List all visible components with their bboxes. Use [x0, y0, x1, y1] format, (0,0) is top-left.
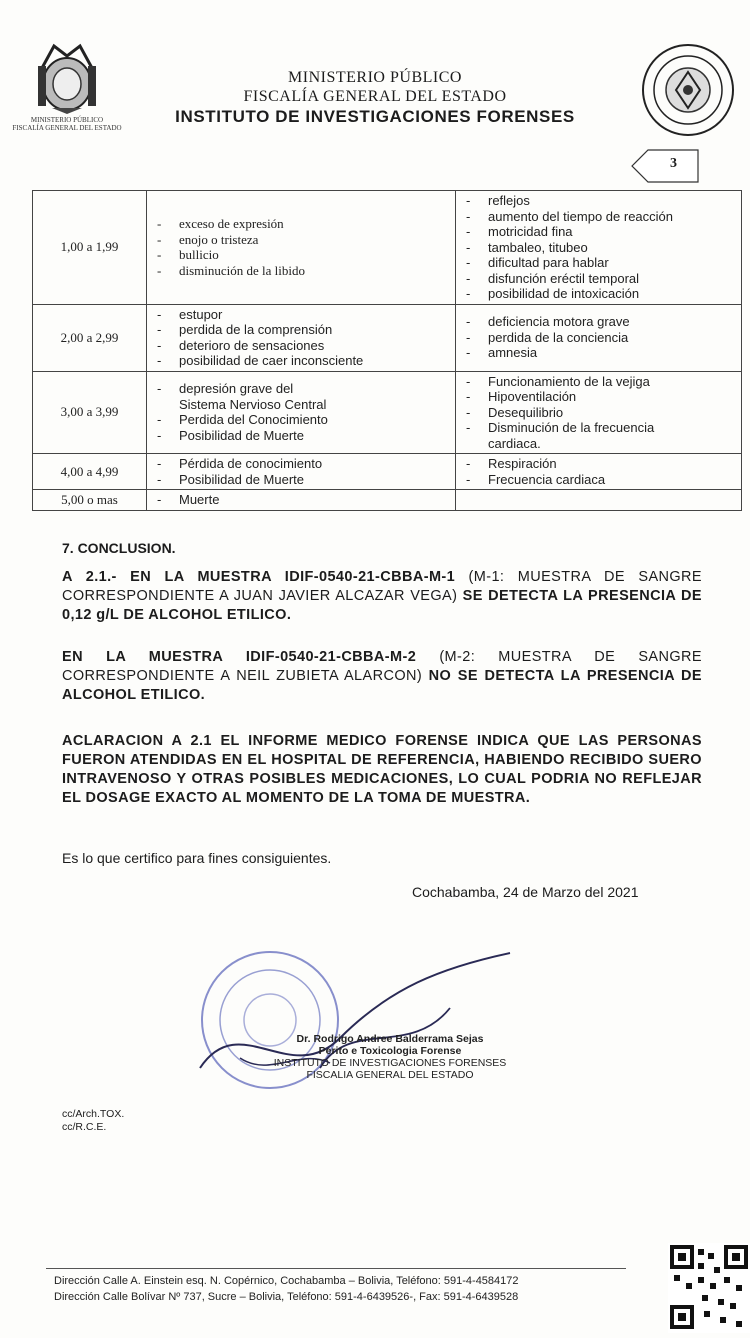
symptoms-cell — [456, 191, 742, 305]
table-row — [33, 490, 742, 511]
table-row — [33, 304, 742, 371]
list-item: - enojo o tristeza — [151, 232, 451, 248]
list-item: - disminución de la libido — [151, 263, 451, 279]
symptoms-cell — [456, 304, 742, 371]
list-item: - Funcionamiento de la vejiga — [460, 374, 737, 390]
qr-code-icon — [668, 1243, 750, 1333]
list-item: - motricidad fina — [460, 224, 737, 240]
list-item: - exceso de expresión — [151, 216, 451, 232]
cc-rce: cc/R.C.E. — [62, 1121, 107, 1133]
range-cell: 2,00 a 2,99 — [33, 304, 147, 371]
signature-block — [240, 1033, 540, 1081]
effects-cell — [147, 490, 456, 511]
footer-divider — [46, 1268, 626, 1269]
left-logo-caption-2: FISCALÍA GENERAL DEL ESTADO — [12, 124, 122, 132]
list-item: - deterioro de sensaciones — [151, 338, 451, 354]
list-item: - bullicio — [151, 247, 451, 263]
list-item: - Posibilidad de Muerte — [151, 428, 451, 444]
range-cell: 4,00 a 4,99 — [33, 454, 147, 490]
header-ministry: MINISTERIO PÚBLICO — [288, 69, 462, 86]
left-logo-caption-1: MINISTERIO PÚBLICO — [30, 116, 104, 124]
list-item: - depresión grave del Sistema Nervioso Central — [151, 381, 451, 412]
header-fiscalia: FISCALÍA GENERAL DEL ESTADO — [243, 88, 507, 105]
sample-2-result: NO SE DETECTA LA PRESENCIA DE ALCOHOL ETILICO. — [62, 668, 702, 703]
header-institute: INSTITUTO DE INVESTIGACIONES FORENSES — [175, 107, 575, 126]
signer-fiscalia: FISCALIA GENERAL DEL ESTADO — [306, 1069, 474, 1081]
conclusion-paragraph-1 — [62, 568, 702, 625]
sample-1-desc: (M-1: MUESTRA DE SANGRE CORRESPONDIENTE A JUAN JAVIER ALCAZAR VEGA) — [62, 569, 703, 604]
document-header — [150, 68, 600, 128]
symptoms-cell — [456, 371, 742, 454]
qr-code — [668, 1243, 750, 1333]
list-item: - perdida de la conciencia — [460, 330, 737, 346]
list-item: - reflejos — [460, 193, 737, 209]
list-item: - Respiración — [460, 456, 737, 472]
clarification-paragraph: ACLARACION A 2.1 EL INFORME MEDICO FORENSE INDICA QUE LAS PERSONAS FUERON ATENDIDAS EN EL HOSPITAL DE REFERENCIA, HABIENDO RECIBIDO SUERO INTRAVENOSO Y OTRAS POSIBLES MEDICACIONES, LO CUAL PODRIA NO REFLEJAR EL DOSAGE EXACTO AL MOMENTO DE LA TOMA DE MUESTRA. — [62, 733, 702, 806]
sample-2-id: EN LA MUESTRA IDIF-0540-21-CBBA-M-2 — [62, 649, 440, 665]
cc-archive: cc/Arch.TOX. — [62, 1108, 125, 1120]
coat-of-arms-logo — [8, 38, 126, 132]
list-item: - posibilidad de caer inconsciente — [151, 353, 451, 369]
arrow-tag-icon — [630, 148, 700, 184]
list-item: - dificultad para hablar — [460, 255, 737, 271]
range-cell: 3,00 a 3,99 — [33, 371, 147, 454]
list-item: - posibilidad de intoxicación — [460, 286, 737, 302]
certify-text: Es lo que certifico para fines consiguientes. — [62, 850, 332, 866]
sample-2-desc: (M-2: MUESTRA DE SANGRE CORRESPONDIENTE A NEIL ZUBIETA ALARCON) — [62, 649, 702, 684]
list-item: - perdida de la comprensión — [151, 322, 451, 338]
table-row — [33, 371, 742, 454]
signer-institute: INSTITUTO DE INVESTIGACIONES FORENSES — [273, 1057, 507, 1069]
sample-1-result: SE DETECTA LA PRESENCIA DE 0,12 g/L DE ALCOHOL ETILICO. — [62, 588, 702, 623]
sample-1-id: A 2.1.- EN LA MUESTRA IDIF-0540-21-CBBA-M-1 — [62, 569, 469, 585]
effects-cell — [147, 454, 456, 490]
list-item: - Disminución de la frecuencia cardiaca. — [460, 420, 737, 451]
signer-name: Dr. Rodrigo Andree Balderrama Sejas — [296, 1033, 484, 1045]
list-item: - amnesia — [460, 345, 737, 361]
table-row — [33, 454, 742, 490]
institute-seal — [640, 42, 736, 143]
conclusion-heading: 7. CONCLUSION. — [62, 540, 176, 556]
list-item: - Muerte — [151, 492, 451, 508]
footer-address-1: Dirección Calle A. Einstein esq. N. Copérnico, Cochabamba – Bolivia, Teléfono: 591-4-4584172 — [54, 1275, 519, 1287]
range-cell: 5,00 o mas — [33, 490, 147, 511]
list-item: - Desequilibrio — [460, 405, 737, 421]
list-item: - estupor — [151, 307, 451, 323]
list-item: - Frecuencia cardiaca — [460, 472, 737, 488]
page-number: 3 — [670, 156, 677, 171]
footer-address-2: Dirección Calle Bolívar Nº 737, Sucre – Bolivia, Teléfono: 591-4-6439526-, Fax: 591-4-6439528 — [54, 1291, 519, 1303]
signer-role: Perito e Toxicologia Forense — [318, 1045, 462, 1057]
range-cell: 1,00 a 1,99 — [33, 191, 147, 305]
list-item: - Pérdida de conocimiento — [151, 456, 451, 472]
table-row — [33, 191, 742, 305]
seal-icon — [640, 42, 736, 138]
list-item: - deficiencia motora grave — [460, 314, 737, 330]
effects-cell — [147, 371, 456, 454]
list-item: - aumento del tiempo de reacción — [460, 209, 737, 225]
effects-cell — [147, 304, 456, 371]
conclusion-paragraph-2 — [62, 648, 702, 705]
alcohol-effects-table — [32, 190, 742, 511]
coat-of-arms-icon — [32, 38, 102, 116]
page-number-tag — [630, 148, 700, 184]
list-item: - tambaleo, titubeo — [460, 240, 737, 256]
list-item: - disfunción eréctil temporal — [460, 271, 737, 287]
date-line: Cochabamba, 24 de Marzo del 2021 — [412, 884, 639, 900]
symptoms-cell — [456, 490, 742, 511]
list-item: - Hipoventilación — [460, 389, 737, 405]
symptoms-cell — [456, 454, 742, 490]
effects-cell — [147, 191, 456, 305]
list-item: - Posibilidad de Muerte — [151, 472, 451, 488]
list-item: - Perdida del Conocimiento — [151, 412, 451, 428]
